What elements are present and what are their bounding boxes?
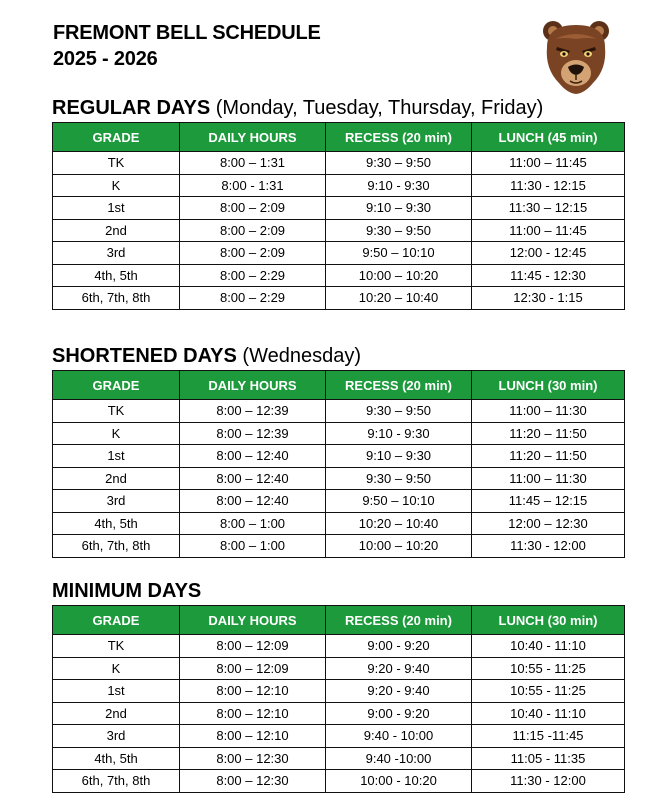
daily-hours-cell: 8:00 – 12:10 <box>180 680 326 703</box>
recess-cell: 9:50 – 10:10 <box>326 242 472 265</box>
daily-hours-cell: 8:00 – 12:09 <box>180 635 326 658</box>
lunch-cell: 10:40 - 11:10 <box>472 702 625 725</box>
lunch-cell: 11:30 - 12:00 <box>472 770 625 793</box>
table-row <box>53 770 625 793</box>
daily-hours-cell: 8:00 – 12:10 <box>180 702 326 725</box>
lunch-cell: 11:20 – 11:50 <box>472 445 625 468</box>
table-row <box>53 657 625 680</box>
grade-cell: 4th, 5th <box>53 264 180 287</box>
recess-cell: 10:20 – 10:40 <box>326 512 472 535</box>
lunch-cell: 12:00 - 12:45 <box>472 242 625 265</box>
table-row <box>53 400 625 423</box>
column-header: GRADE <box>53 123 180 152</box>
grade-cell: 2nd <box>53 219 180 242</box>
daily-hours-cell: 8:00 – 1:31 <box>180 152 326 175</box>
table-row <box>53 174 625 197</box>
table-header-row <box>53 606 625 635</box>
lunch-cell: 10:40 - 11:10 <box>472 635 625 658</box>
lunch-cell: 11:30 - 12:15 <box>472 174 625 197</box>
table-row <box>53 467 625 490</box>
column-header: DAILY HOURS <box>180 371 326 400</box>
grade-cell: TK <box>53 635 180 658</box>
title-line-1: FREMONT BELL SCHEDULE <box>53 22 321 44</box>
daily-hours-cell: 8:00 - 1:31 <box>180 174 326 197</box>
daily-hours-cell: 8:00 – 2:29 <box>180 264 326 287</box>
title-line-2: 2025 - 2026 <box>53 48 158 70</box>
column-header: GRADE <box>53 606 180 635</box>
recess-cell: 9:10 – 9:30 <box>326 197 472 220</box>
daily-hours-cell: 8:00 – 12:40 <box>180 445 326 468</box>
table-header-row <box>53 123 625 152</box>
column-header: LUNCH (45 min) <box>472 123 625 152</box>
lunch-cell: 11:30 - 12:00 <box>472 535 625 558</box>
grade-cell: TK <box>53 152 180 175</box>
section-heading-minimum <box>52 579 201 603</box>
schedule-table-regular <box>52 122 625 310</box>
lunch-cell: 12:00 – 12:30 <box>472 512 625 535</box>
daily-hours-cell: 8:00 – 2:09 <box>180 242 326 265</box>
daily-hours-cell: 8:00 – 12:30 <box>180 770 326 793</box>
table-row <box>53 702 625 725</box>
grade-cell: 4th, 5th <box>53 512 180 535</box>
lunch-cell: 11:45 – 12:15 <box>472 490 625 513</box>
recess-cell: 9:00 - 9:20 <box>326 635 472 658</box>
lunch-cell: 11:00 – 11:45 <box>472 219 625 242</box>
section-subtitle: (Monday, Tuesday, Thursday, Friday) <box>210 97 544 119</box>
schedule-table-minimum <box>52 605 625 793</box>
recess-cell: 9:30 – 9:50 <box>326 467 472 490</box>
grade-cell: 2nd <box>53 702 180 725</box>
lunch-cell: 10:55 - 11:25 <box>472 657 625 680</box>
daily-hours-cell: 8:00 – 12:09 <box>180 657 326 680</box>
lunch-cell: 11:00 – 11:30 <box>472 400 625 423</box>
daily-hours-cell: 8:00 – 12:10 <box>180 725 326 748</box>
table-row <box>53 680 625 703</box>
grade-cell: 1st <box>53 445 180 468</box>
grade-cell: 1st <box>53 680 180 703</box>
grade-cell: 4th, 5th <box>53 747 180 770</box>
table-row <box>53 287 625 310</box>
recess-cell: 9:30 – 9:50 <box>326 219 472 242</box>
column-header: RECESS (20 min) <box>326 123 472 152</box>
daily-hours-cell: 8:00 – 1:00 <box>180 535 326 558</box>
daily-hours-cell: 8:00 – 2:09 <box>180 219 326 242</box>
lunch-cell: 11:05 - 11:35 <box>472 747 625 770</box>
table-row <box>53 242 625 265</box>
column-header: GRADE <box>53 371 180 400</box>
daily-hours-cell: 8:00 – 12:39 <box>180 400 326 423</box>
recess-cell: 10:00 - 10:20 <box>326 770 472 793</box>
recess-cell: 9:00 - 9:20 <box>326 702 472 725</box>
grade-cell: 3rd <box>53 490 180 513</box>
column-header: DAILY HOURS <box>180 123 326 152</box>
recess-cell: 9:10 - 9:30 <box>326 422 472 445</box>
lunch-cell: 11:30 – 12:15 <box>472 197 625 220</box>
table-header-row <box>53 371 625 400</box>
grade-cell: 2nd <box>53 467 180 490</box>
recess-cell: 9:30 – 9:50 <box>326 400 472 423</box>
grade-cell: 1st <box>53 197 180 220</box>
grade-cell: 6th, 7th, 8th <box>53 535 180 558</box>
section-subtitle: (Wednesday) <box>236 345 361 367</box>
table-row <box>53 635 625 658</box>
recess-cell: 10:20 – 10:40 <box>326 287 472 310</box>
table-row <box>53 490 625 513</box>
lunch-cell: 11:15 -11:45 <box>472 725 625 748</box>
daily-hours-cell: 8:00 – 12:40 <box>180 467 326 490</box>
lunch-cell: 12:30 - 1:15 <box>472 287 625 310</box>
table-row <box>53 535 625 558</box>
grade-cell: 6th, 7th, 8th <box>53 770 180 793</box>
section-title: REGULAR DAYS <box>52 97 211 119</box>
recess-cell: 9:10 - 9:30 <box>326 174 472 197</box>
table-row <box>53 197 625 220</box>
grade-cell: 3rd <box>53 242 180 265</box>
lunch-cell: 11:20 – 11:50 <box>472 422 625 445</box>
grade-cell: K <box>53 657 180 680</box>
table-row <box>53 747 625 770</box>
column-header: LUNCH (30 min) <box>472 371 625 400</box>
column-header: RECESS (20 min) <box>326 371 472 400</box>
recess-cell: 9:30 – 9:50 <box>326 152 472 175</box>
column-header: DAILY HOURS <box>180 606 326 635</box>
lunch-cell: 11:00 – 11:30 <box>472 467 625 490</box>
grade-cell: K <box>53 422 180 445</box>
daily-hours-cell: 8:00 – 1:00 <box>180 512 326 535</box>
table-row <box>53 512 625 535</box>
section-heading-regular <box>52 96 543 120</box>
daily-hours-cell: 8:00 – 12:40 <box>180 490 326 513</box>
bear-mascot-icon <box>541 17 611 97</box>
table-row <box>53 422 625 445</box>
recess-cell: 9:10 – 9:30 <box>326 445 472 468</box>
lunch-cell: 10:55 - 11:25 <box>472 680 625 703</box>
section-heading-shortened <box>52 344 361 368</box>
daily-hours-cell: 8:00 – 12:39 <box>180 422 326 445</box>
lunch-cell: 11:45 - 12:30 <box>472 264 625 287</box>
daily-hours-cell: 8:00 – 2:09 <box>180 197 326 220</box>
recess-cell: 9:40 -10:00 <box>326 747 472 770</box>
section-title: SHORTENED DAYS <box>52 345 237 367</box>
recess-cell: 9:20 - 9:40 <box>326 680 472 703</box>
section-title: MINIMUM DAYS <box>52 580 202 602</box>
grade-cell: 6th, 7th, 8th <box>53 287 180 310</box>
column-header: RECESS (20 min) <box>326 606 472 635</box>
recess-cell: 10:00 – 10:20 <box>326 535 472 558</box>
schedule-table-shortened <box>52 370 625 558</box>
grade-cell: K <box>53 174 180 197</box>
recess-cell: 9:40 - 10:00 <box>326 725 472 748</box>
recess-cell: 9:50 – 10:10 <box>326 490 472 513</box>
table-row <box>53 219 625 242</box>
page-title <box>53 20 321 72</box>
grade-cell: 3rd <box>53 725 180 748</box>
daily-hours-cell: 8:00 – 12:30 <box>180 747 326 770</box>
recess-cell: 9:20 - 9:40 <box>326 657 472 680</box>
table-row <box>53 725 625 748</box>
grade-cell: TK <box>53 400 180 423</box>
column-header: LUNCH (30 min) <box>472 606 625 635</box>
recess-cell: 10:00 – 10:20 <box>326 264 472 287</box>
table-row <box>53 264 625 287</box>
daily-hours-cell: 8:00 – 2:29 <box>180 287 326 310</box>
lunch-cell: 11:00 – 11:45 <box>472 152 625 175</box>
table-row <box>53 445 625 468</box>
table-row <box>53 152 625 175</box>
